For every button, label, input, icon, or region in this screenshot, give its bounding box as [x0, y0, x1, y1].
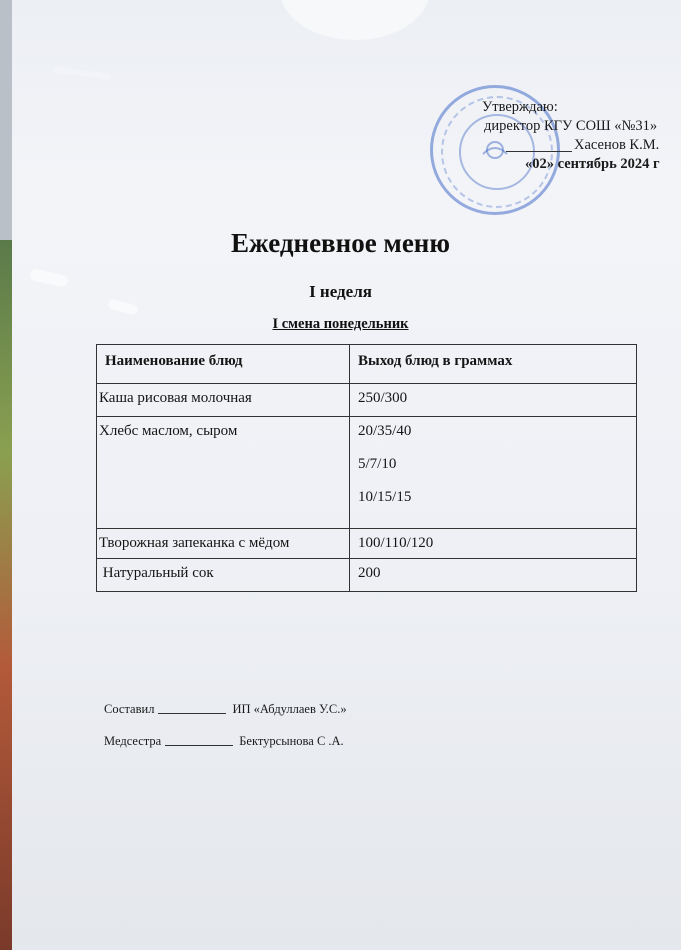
weight-cell: 100/110/120: [350, 529, 637, 559]
table-row: [97, 529, 637, 559]
nurse-line: [104, 734, 344, 749]
weight-value: 20/35/40: [358, 423, 412, 439]
dish-cell: Хлебс маслом, сыром: [97, 417, 350, 529]
composed-name: ИП «Абдуллаев У.С.»: [232, 702, 347, 716]
approval-block: [470, 98, 660, 174]
table-row: [97, 559, 637, 592]
approval-position: директор КГУ СОШ «№31»: [484, 118, 658, 134]
page-title: Ежедневное меню: [231, 228, 450, 258]
nurse-name: Бектурсынова С .А.: [239, 734, 344, 748]
approval-heading: Утверждаю:: [482, 99, 558, 115]
table-row: [97, 417, 637, 529]
signature-line: [158, 713, 226, 714]
shift-label: I смена понедельник: [272, 316, 409, 332]
table-row: [97, 384, 637, 417]
table-header-row: [97, 345, 637, 384]
header-dish: Наименование блюд: [97, 345, 350, 384]
signature-line: [165, 745, 233, 746]
header-weight: Выход блюд в граммах: [350, 345, 637, 384]
menu-table: [96, 344, 637, 592]
composed-by-line: [104, 702, 347, 717]
weight-value: 10/15/15: [358, 489, 412, 505]
composed-label: Составил: [104, 702, 155, 716]
sleeve-cutout: [280, 0, 430, 40]
nurse-label: Медсестра: [104, 734, 162, 748]
glare: [52, 66, 112, 80]
dish-cell: Каша рисовая молочная: [97, 384, 350, 417]
dish-cell: Творожная запеканка с мёдом: [97, 529, 350, 559]
dish-cell: Натуральный сок: [97, 559, 350, 592]
weight-value: 5/7/10: [358, 456, 397, 472]
weight-cell: 200: [350, 559, 637, 592]
weight-cell: [350, 417, 637, 529]
approval-date: «02» сентябрь 2024 г: [525, 156, 660, 172]
weight-cell: 250/300: [350, 384, 637, 417]
approval-signatory: Хасенов К.М.: [470, 136, 660, 155]
week-label: I неделя: [309, 282, 372, 301]
